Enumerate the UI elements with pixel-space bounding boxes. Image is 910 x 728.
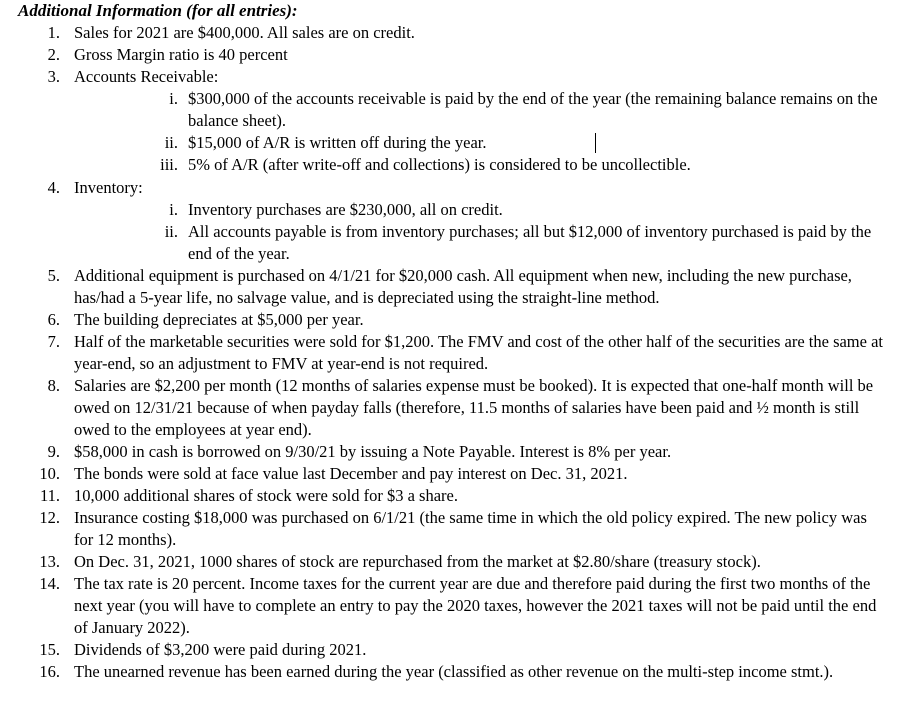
page-heading: Additional Information (for all entries): bbox=[18, 1, 298, 20]
item-number: 11. bbox=[39, 486, 60, 505]
item-number: 8. bbox=[47, 376, 60, 395]
sub-item-text: $15,000 of A/R is written off during the year. bbox=[188, 133, 487, 152]
sub-item-number: i. bbox=[169, 200, 178, 219]
text-cursor bbox=[595, 133, 596, 153]
item-number: 10. bbox=[39, 464, 60, 483]
item-text: The tax rate is 20 percent. Income taxes for the current year are due and therefore paid during the first two months of the next year (you will have to complete an entry to pay the 2020 taxes, however the 2021 taxes will not be paid until the end of January 2022). bbox=[74, 574, 877, 637]
item-text: Insurance costing $18,000 was purchased on 6/1/21 (the same time in which the old policy expired. The new policy was for 12 months). bbox=[74, 508, 867, 549]
sub-item-number: i. bbox=[169, 89, 178, 108]
item-number: 12. bbox=[39, 508, 60, 527]
item-text: The bonds were sold at face value last December and pay interest on Dec. 31, 2021. bbox=[74, 464, 628, 483]
sub-item-number: iii. bbox=[160, 155, 178, 174]
sub-item-text: Inventory purchases are $230,000, all on credit. bbox=[188, 200, 503, 219]
item-number: 1. bbox=[47, 23, 60, 42]
item-number: 15. bbox=[39, 640, 60, 659]
item-number: 9. bbox=[47, 442, 60, 461]
item-text: The building depreciates at $5,000 per year. bbox=[74, 310, 364, 329]
item-text: Additional equipment is purchased on 4/1/21 for $20,000 cash. All equipment when new, including the new purchase, has/had a 5-year life, no salvage value, and is depreciated using the straight-line method. bbox=[74, 266, 852, 307]
item-text: On Dec. 31, 2021, 1000 shares of stock are repurchased from the market at $2.80/share (treasury stock). bbox=[74, 552, 761, 571]
item-number: 4. bbox=[47, 178, 60, 197]
item-number: 3. bbox=[47, 67, 60, 86]
item-text: Salaries are $2,200 per month (12 months of salaries expense must be booked). It is expected that one-half month will be owed on 12/31/21 because of when payday falls (therefore, 11.5 months of salaries have been paid and ½ month is still owed to the employees at year end). bbox=[74, 376, 874, 439]
item-text: $58,000 in cash is borrowed on 9/30/21 by issuing a Note Payable. Interest is 8% per year. bbox=[74, 442, 672, 461]
item-text: 10,000 additional shares of stock were sold for $3 a share. bbox=[74, 486, 458, 505]
item-number: 14. bbox=[39, 574, 60, 593]
sub-item-number: ii. bbox=[164, 133, 178, 152]
item-text: Half of the marketable securities were sold for $1,200. The FMV and cost of the other half of the securities are the same at year-end, so an adjustment to FMV at year-end is not required. bbox=[74, 332, 883, 373]
item-text: Sales for 2021 are $400,000. All sales are on credit. bbox=[74, 23, 415, 42]
item-text: Accounts Receivable: bbox=[74, 67, 219, 86]
item-number: 2. bbox=[47, 45, 60, 64]
item-text: Dividends of $3,200 were paid during 2021. bbox=[74, 640, 367, 659]
item-text: The unearned revenue has been earned during the year (classified as other revenue on the multi-step income stmt.). bbox=[74, 662, 834, 681]
sub-item-text: $300,000 of the accounts receivable is paid by the end of the year (the remaining balance remains on the balance sheet). bbox=[188, 89, 878, 130]
item-number: 5. bbox=[47, 266, 60, 285]
item-text: Inventory: bbox=[74, 178, 143, 197]
sub-item-text: All accounts payable is from inventory purchases; all but $12,000 of inventory purchased is paid by the end of the year. bbox=[188, 222, 872, 263]
item-number: 13. bbox=[39, 552, 60, 571]
sub-item-number: ii. bbox=[164, 222, 178, 241]
item-text: Gross Margin ratio is 40 percent bbox=[74, 45, 288, 64]
item-number: 6. bbox=[47, 310, 60, 329]
item-number: 16. bbox=[39, 662, 60, 681]
sub-item-text: 5% of A/R (after write-off and collections) is considered to be uncollectible. bbox=[188, 155, 691, 174]
item-number: 7. bbox=[47, 332, 60, 351]
